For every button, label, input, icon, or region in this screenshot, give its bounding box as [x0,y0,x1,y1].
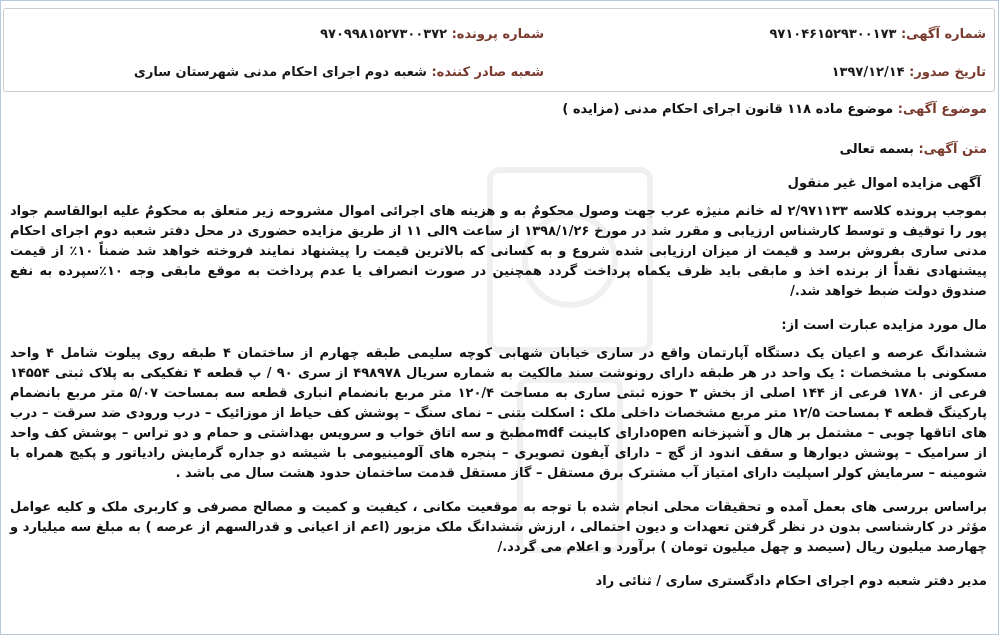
paragraph-2: ششدانگ عرصه و اعیان یک دستگاه آپارتمان واقع در ساری خیابان شهابی کوچه سلیمی طبقه چهارم از ساختمان ۴ طبقه روی پیلوت شامل ۴ واحد مسکونی با مشخصات : یک واحد در هر طبقه دارای رونوشت سند مالکیت به شماره سریال ۴۹۸۹۷۸ از سری ۹۰ / پ قطعه ۴ تفکیکی به پلاک ثبتی ۱۴۵۵۴ فرعی از ۱۷۸۰ فرعی از ۱۴۴ اصلی از بخش ۳ حوزه ثبتی ساری به مساحت ۱۲۰/۴ متر مربع بانضمام انباری قطعه سه بمساحت ۵/۰۷ متر مربع بانضمام پارکینگ قطعه ۴ بمساحت ۱۲/۵ متر مربع مشخصات داخلی ملک : اسکلت بتنی – نمای سنگ – پوشش کف حیاط از موزائیک – درب ورودی ضد سرقت – درب های اتاقها چوبی – مشتمل بر هال و آشپزخانه openدارای کابینت mdfمطبخ و سه اتاق خواب و سرویس بهداشتی و حمام و دو تراس – پوشش کف واحد از سرامیک – پوشش دیوارها و سقف اندود از گچ – دارای آیفون تصویری – پنجره های آلومینیومی با شیشه دو جداره گرمایش رادیاتور و پکیج همراه با شومینه – سرمایش کولر اسپلیت دارای امتیاز آب مشترک برق مستقل – گاز مستقل قدمت ساختمان حدود هشت سال می باشد . [10,346,988,481]
issue-date: ۱۳۹۷/۱۲/۱۴ [831,65,905,80]
subject-label: موضوع آگهی: [897,102,987,117]
file-number-row [320,27,544,42]
property-heading: مال مورد مزایده عبارت است از: [781,318,987,333]
text-label: متن آگهی: [918,142,987,157]
subject-value: موضوع ماده ۱۱۸ قانون اجرای احکام مدنی (مزایده ) [562,102,894,117]
paragraph-3: براساس بررسی های بعمل آمده و تحقیقات محلی انجام شده با توجه به موقعیت مکانی ، کیفیت و کمیت و مصالح مصرفی و کاربری ملک و کلیه عوامل مؤثر در کارشناسی بدون در نظر گرفتن تعهدات و دیون احتمالی ، ارزش ششدانگ ملک مزبور (اعم از اعیانی و قدرالسهم از عرصه ) به مبلغ سه میلیارد و چهارصد میلیون ریال (سیصد و چهل میلیون تومان ) برآورد و اعلام می گردد./ [10,500,987,555]
paragraph-1: بموجب پرونده کلاسه ۲/۹۷۱۱۳۳ له خانم منیژه عرب جهت وصول محکومٌ به و هزینه های اجرائی اموال مشروحه زیر متعلق به محکومٌ علیه ابوالقاسم جواد پور را توقیف و توسط کارشناس ارزیابی و مقرر شد در مورخ ۱۳۹۸/۱/۲۶ از ساعت ۹الی ۱۱ از طریق مزایده حضوری در محل دفتر شعبه دوم اجرای احکام مدنی ساری بفروش برسد و قیمت از میزان ارزیابی شده شروع و به کسانی که بالاترین قیمت را پیشنهاد نمایند فروخته خواهد شد ضمناً ۱۰٪ از قیمت پیشنهادی نقداً از برنده اخذ و مابقی باید ظرف یکماه پرداخت گردد همچنین در صورت انصراف یا عدم پرداخت به موقع مابقی وجه ۱۰٪سپرده به نفع صندوق دولت ضبط خواهد شد./ [10,204,988,299]
subject-row [10,100,987,120]
header-box [3,8,995,92]
issuer-label: شعبه صادر کننده: [431,65,544,80]
issue-date-label: تاریخ صدور: [909,65,986,80]
notice-title: آگهی مزایده اموال غیر منقول [787,176,981,191]
notice-content [10,100,987,635]
ad-number-row [770,27,987,42]
issue-date-row [832,65,986,80]
text-row [10,140,987,160]
ad-number: ۹۷۱۰۴۶۱۵۲۹۳۰۰۱۷۳ [769,27,897,42]
signature: مدیر دفتر شعبه دوم اجرای احکام دادگستری ساری / ثنائی راد [595,574,987,589]
file-number-label: شماره پرونده: [451,27,544,42]
issuer: شعبه دوم اجرای احکام مدنی شهرستان ساری [133,65,427,80]
file-number: ۹۷۰۹۹۸۱۵۲۷۳۰۰۳۷۲ [320,27,448,42]
ad-number-label: شماره آگهی: [900,27,986,42]
issuer-row [134,65,544,80]
bismillah: بسمه تعالی [839,142,914,157]
